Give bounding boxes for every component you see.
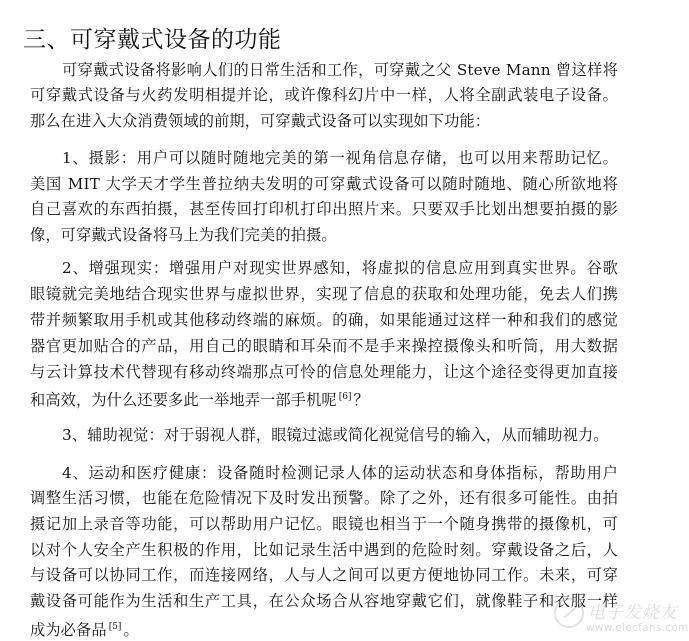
paragraph-ar-line: 眼镜就完美地结合现实世界与虚拟世界，实现了信息的获取和处理功能，免去人们携	[30, 285, 618, 303]
paragraph-photography-line: 美国 MIT 大学天才学生普拉纳夫发明的可穿戴式设备可以随时随地、随心所欲地将	[30, 175, 618, 193]
paragraph-intro-line: 可穿戴式设备与火药发明相提并论，或许像科幻片中一样，人将全副武装电子设备。	[30, 86, 618, 104]
paragraph-photography-line: 1、摄影：用户可以随时随地完美的第一视角信息存储，也可以用来帮助记忆。	[62, 149, 618, 167]
paragraph-health-line: 以对个人安全产生积极的作用，比如记录生活中遇到的危险时刻。穿戴设备之后，人	[30, 541, 618, 559]
citation-ref: [5]	[108, 622, 122, 632]
paragraph-photography-line: 像，可穿戴式设备将马上为我们完美的拍摄。	[30, 226, 337, 244]
paragraph-ar-line: 带并频繁取用手机或其他移动终端的麻烦。的确，如果能通过这样一种和我们的感觉	[30, 311, 618, 329]
paragraph-health-line: 调整生活习惯，也能在危险情况下及时发出预警。除了之外，还有很多可能性。由拍	[30, 489, 618, 507]
paragraph-health-line: 戴设备可能作为生活和生产工具，在公众场合从容地穿戴它们，就像鞋子和衣服一样	[30, 592, 618, 610]
paragraph-health-line	[30, 617, 618, 637]
paragraph-ar-line: 与云计算技术代替现有移动终端那点可怜的信息处理能力，让这个途径变得更加直接	[30, 363, 618, 381]
paragraph-health-line: 4、运动和医疗健康：设备随时检测记录人体的运动状态和身体指标，帮助用户	[62, 464, 618, 482]
paragraph-intro-line: 可穿戴式设备将影响人们的日常生活和工作，可穿戴之父 Steve Mann 曾这样将	[62, 61, 618, 79]
line-tail: ？	[353, 391, 369, 409]
line-text: 和高效，为什么还要多此一举地弄一部手机呢	[30, 391, 337, 409]
line-tail: 。	[123, 621, 139, 639]
paragraph-intro-line: 那么在进入大众消费领域的前期，可穿戴式设备可以实现如下功能：	[30, 112, 491, 130]
paragraph-health-line: 与设备可以协同工作，而连接网络，人与人之间可以更方便地协同工作。未来，可穿	[30, 566, 618, 584]
paragraph-photography-line: 自己喜欢的东西拍摄，甚至传回打印机打印出照片来。只要双手比划出想要拍摄的影	[30, 200, 618, 218]
citation-ref: [6]	[338, 392, 352, 402]
paragraph-ar-line: 器官更加贴合的产品，用自己的眼睛和耳朵而不是手来操控摄像头和听筒，用大数据	[30, 337, 618, 355]
watermark-url: www.elecfans.com	[586, 622, 689, 634]
paragraph-vision-line: 3、辅助视觉：对于弱视人群，眼镜过滤或简化视觉信号的输入，从而辅助视力。	[62, 426, 609, 444]
line-text: 成为必备品	[30, 621, 107, 639]
watermark-brand: 电子发烧友	[588, 603, 678, 623]
section-heading: 三、可穿戴式设备的功能	[23, 27, 282, 53]
paragraph-ar-line: 2、增强现实：增强用户对现实世界感知，将虚拟的信息应用到真实世界。谷歌	[62, 259, 618, 277]
paragraph-ar-line	[30, 387, 618, 407]
paragraph-health-line: 摄记加上录音等功能，可以帮助用户记忆。眼镜也相当于一个随身携带的摄像机，可	[30, 515, 618, 533]
